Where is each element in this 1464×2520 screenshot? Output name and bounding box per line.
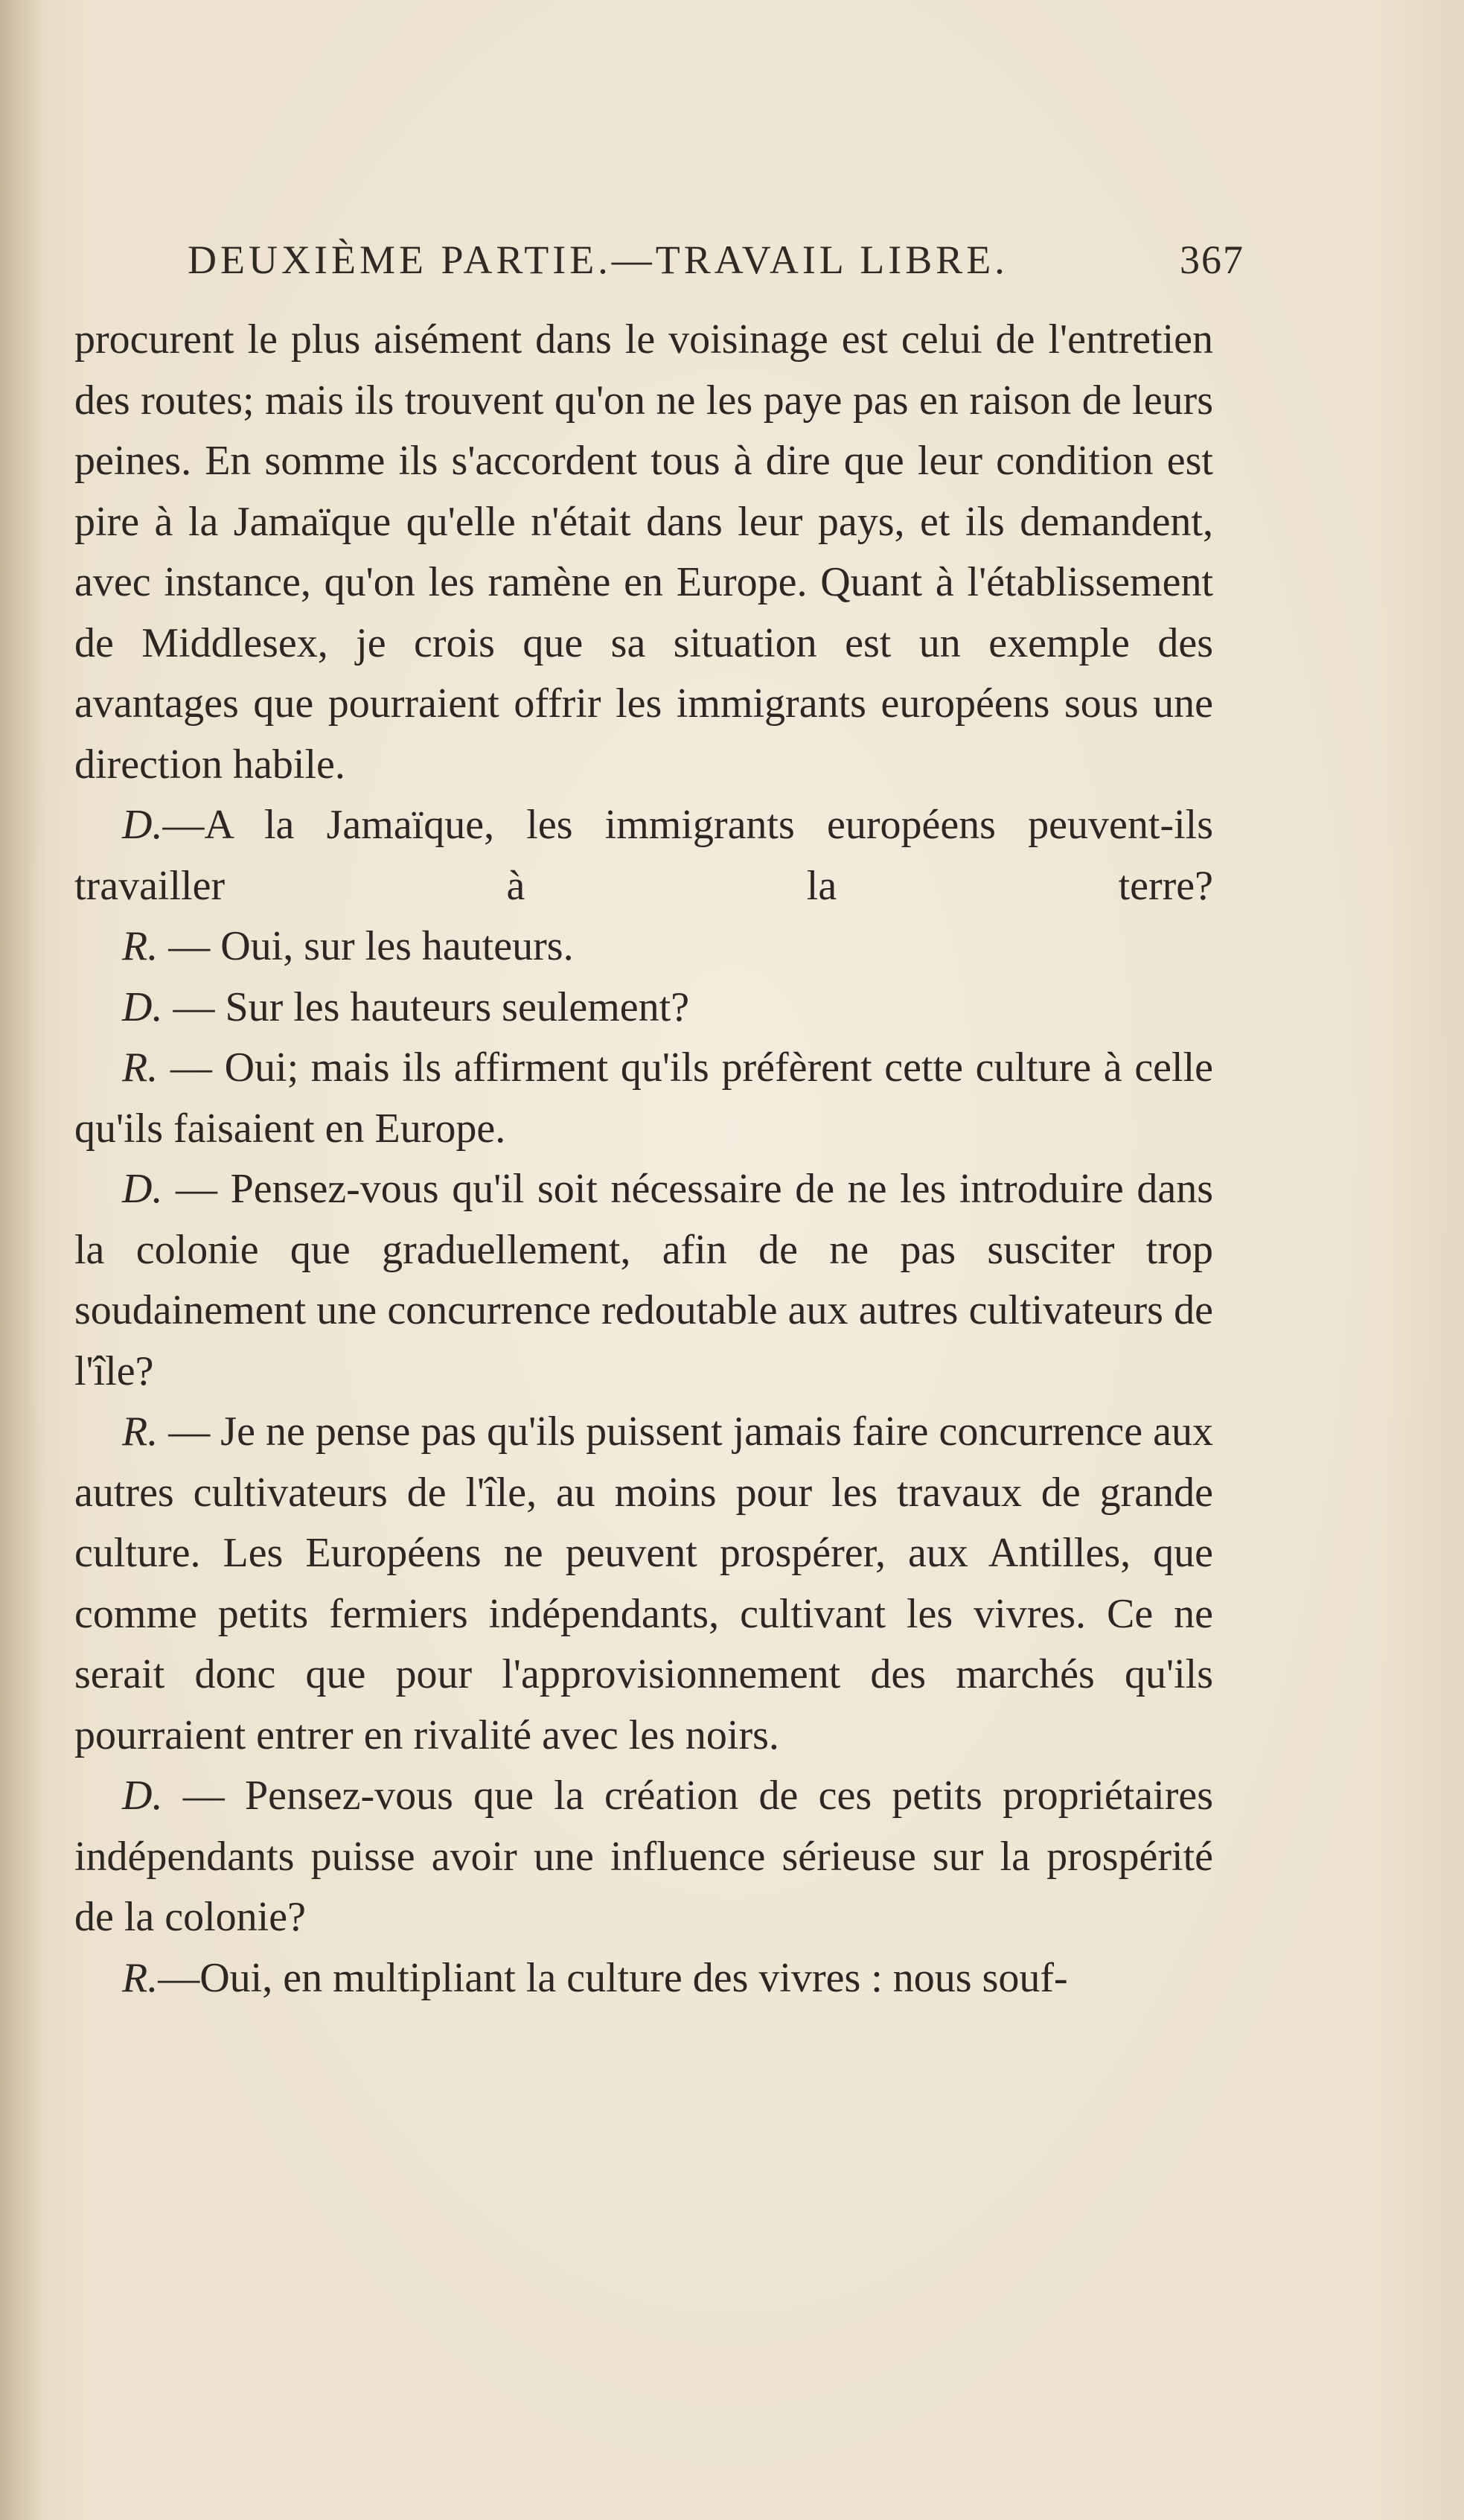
speaker-label: D. (122, 802, 163, 848)
speaker-label: R. (122, 1409, 159, 1455)
dialogue-question (74, 977, 1213, 1039)
dialogue-answer (74, 1402, 1213, 1766)
paragraph-continuation (74, 310, 1213, 795)
speaker-label: R. (122, 923, 159, 969)
speaker-label: R. (122, 1044, 159, 1091)
page-number: 367 (1180, 237, 1244, 282)
paragraph-text: — Pensez-vous que la création de ces petits propriétaires indépendants puisse avoir une influence sérieuse sur la prospérité de la colonie? (74, 1773, 1213, 1940)
dialogue-answer (74, 1038, 1213, 1159)
dialogue-answer (74, 916, 1213, 977)
paragraph-text: procurent le plus aisément dans le voisinage est celui de l'entretien des routes; mais ils trouvent qu'on ne les paye pas en raison de leurs peines. En somme ils s'accordent tous à dire que leur condition est pire à la Jamaïque qu'elle n'était dans leur pays, et ils demandent, avec instance, qu'on les ramène en Europe. Quant à l'établissement de Middlesex, je crois que sa situation est un exemple des avantages que pourraient offrir les immigrants européens sous une direction habile. (74, 316, 1213, 788)
binding-gutter-shadow (0, 0, 45, 2520)
speaker-label: D. (122, 983, 163, 1030)
paragraph-text: —A la Jamaïque, les immigrants européens peuvent-ils travailler à la terre? (74, 802, 1213, 909)
paragraph-text: — Oui; mais ils affirment qu'ils préfèrent cette culture à celle qu'ils faisaient en Europe. (74, 1044, 1213, 1152)
paragraph-text: — Sur les hauteurs seulement? (162, 983, 690, 1030)
dialogue-question (74, 1766, 1213, 1948)
speaker-label: D. (122, 1773, 163, 1819)
paragraph-text: — Je ne pense pas qu'ils puissent jamais faire concurrence aux autres cultivateurs de l'île, au moins pour les travaux de grande culture. Les Européens ne peuvent prospérer, aux Antilles, que comme petits fermiers indépendants, cultivant les vivres. Ce ne serait donc que pour l'approvisionnement des marchés qu'ils pourraient entrer en rivalité avec les noirs. (74, 1409, 1213, 1758)
paragraph-text: — Oui, sur les hauteurs. (158, 923, 574, 969)
running-header (188, 237, 1244, 304)
dialogue-question (74, 1159, 1213, 1402)
dialogue-answer (74, 1948, 1213, 2009)
paragraph-text: — Pensez-vous qu'il soit nécessaire de ne les introduire dans la colonie que graduellement, afin de ne pas susciter trop soudainement une concurrence redoutable aux autres cultivateurs de l'île? (74, 1166, 1213, 1394)
speaker-label: R. (122, 1954, 159, 2001)
dialogue-question (74, 795, 1213, 916)
speaker-label: D. (122, 1166, 163, 1212)
paragraph-text: —Oui, en multipliant la culture des vivres : nous souf- (158, 1954, 1068, 2001)
running-title: DEUXIÈME PARTIE.—TRAVAIL LIBRE. (188, 237, 1009, 282)
body-text (74, 310, 1213, 2009)
